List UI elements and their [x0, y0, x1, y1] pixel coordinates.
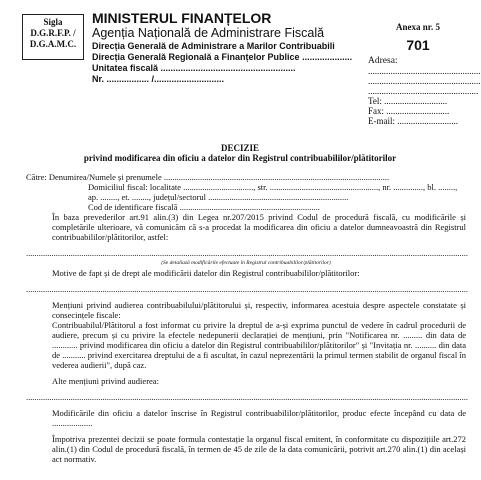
address-label: Adresa: — [368, 56, 398, 66]
effective-date-paragraph: Modificările din oficiu a datelor înscrise în Registrul contribuabililor/plătitorilor, produc efecte începând cu data de ................... — [52, 408, 466, 428]
registration-number: Nr. ................. /............................ — [92, 74, 225, 84]
fax-field: Fax: ............................ — [368, 106, 450, 116]
fiscal-unit: Unitatea fiscală ...................................................... — [92, 63, 296, 73]
fiscal-domicile-line: Domiciliul fiscal: localitate ................................., str. ..................................................., nr. .............., bl. ........, — [88, 182, 458, 192]
reasons-label: Motive de fapt și de drept ale modificării datelor din Registrul contribuabililor/plătitorilor: — [52, 268, 360, 278]
annex-number: Anexa nr. 5 — [396, 22, 440, 32]
reasons-dotted-line: ................................................................................................................................................................................................................ — [26, 284, 468, 294]
title-line-1: DECIZIE — [220, 143, 259, 153]
form-code: 701 — [406, 37, 430, 53]
other-mentions-label: Alte mențiuni privind audierea: — [52, 376, 159, 386]
appeal-paragraph: Împotriva prezentei decizii se poate formula contestație la organul fiscal emitent, în conformitate cu dispozițiile art.272 alin.(1) din Codul de procedură fiscală, în termen de 45 de zile de la data comunicării, potrivit art.270 alin.(1) din același act normativ. — [52, 434, 466, 464]
address-line-1: .................................................. — [368, 66, 481, 76]
email-field: E-mail: ........................... — [368, 116, 458, 126]
stamp-line-1: Sigla — [43, 17, 63, 27]
stamp-line-2: D.G.R.F.P. / — [30, 28, 76, 38]
address-line-2: .................................................. — [368, 76, 481, 86]
contact-block — [368, 22, 481, 126]
modifications-dotted-line: ................................................................................................................................................................................................................ — [26, 248, 468, 258]
institution-header — [92, 10, 362, 85]
fiscal-code-line: Cod de identificare fiscală .................................................................. — [88, 202, 320, 212]
notification-paragraph: Contribuabilul/Plătitorul a fost informat cu privire la dreptul de a-și exprima punctul de vedere în cadrul procedurii de audiere, precum și cu privire la efectele nedepunerii declarației de mențiuni, prin "Notificarea nr. ......... din data de ............ privind modificarea din oficiu a datelor din Registrul contribuabililor/plătitorilor" și "Invitația nr. .......... din data de ........... privind exercitarea dreptului de a fi ascultat, în cazul neprezentării la primul termen stabilit de organul fiscal în vederea audierii", după caz. — [52, 320, 466, 370]
decision-title — [0, 143, 480, 163]
modifications-note: (Se detaliază modificările efectuate în Registrul contribuabililor/plătitorilor) — [161, 260, 331, 266]
directorate-1: Direcția Generală de Administrare a Marilor Contribuabili — [92, 41, 335, 51]
hearing-mentions-paragraph: Mențiuni privind audierea contribuabilului/plătitorului și, respectiv, informarea acestuia despre aspectele constatate și consecințele fiscale: — [52, 300, 466, 320]
logo-stamp-box — [22, 14, 84, 60]
tel-field: Tel: ............................ — [368, 96, 448, 106]
ministry-name: MINISTERUL FINANȚELOR — [92, 10, 272, 26]
title-line-2: privind modificarea din oficiu a datelor din Registrul contribuabililor/plătitorilor — [83, 153, 397, 163]
agency-name: Agenția Națională de Administrare Fiscală — [92, 26, 325, 40]
address-line-3: ................................................. — [368, 86, 479, 96]
decision-body — [26, 172, 466, 464]
legal-basis-paragraph: În baza prevederilor art.91 alin.(3) din Legea nr.207/2015 privind Codul de procedură fiscală, cu modificările și completările ulterioare, vă comunicăm că s-a procedat la modificarea din oficiu a datelor dumneavoastră din Registrul contribuabililor/plătitorilor, astfel: — [52, 212, 466, 242]
directorate-2: Direcția Generală Regională a Finanțelor Publice .................... — [92, 52, 353, 62]
other-mentions-dotted-line: ................................................................................................................................................................................................................ — [26, 392, 468, 402]
stamp-line-3: D.G.A.M.C. — [29, 39, 77, 49]
address-detail-line: ap. ........, et. ........, județul/sectorul .................................................................. — [88, 192, 349, 202]
recipient-line: Către: Denumirea/Numele și prenumele .......................................................................................................... — [26, 172, 390, 182]
